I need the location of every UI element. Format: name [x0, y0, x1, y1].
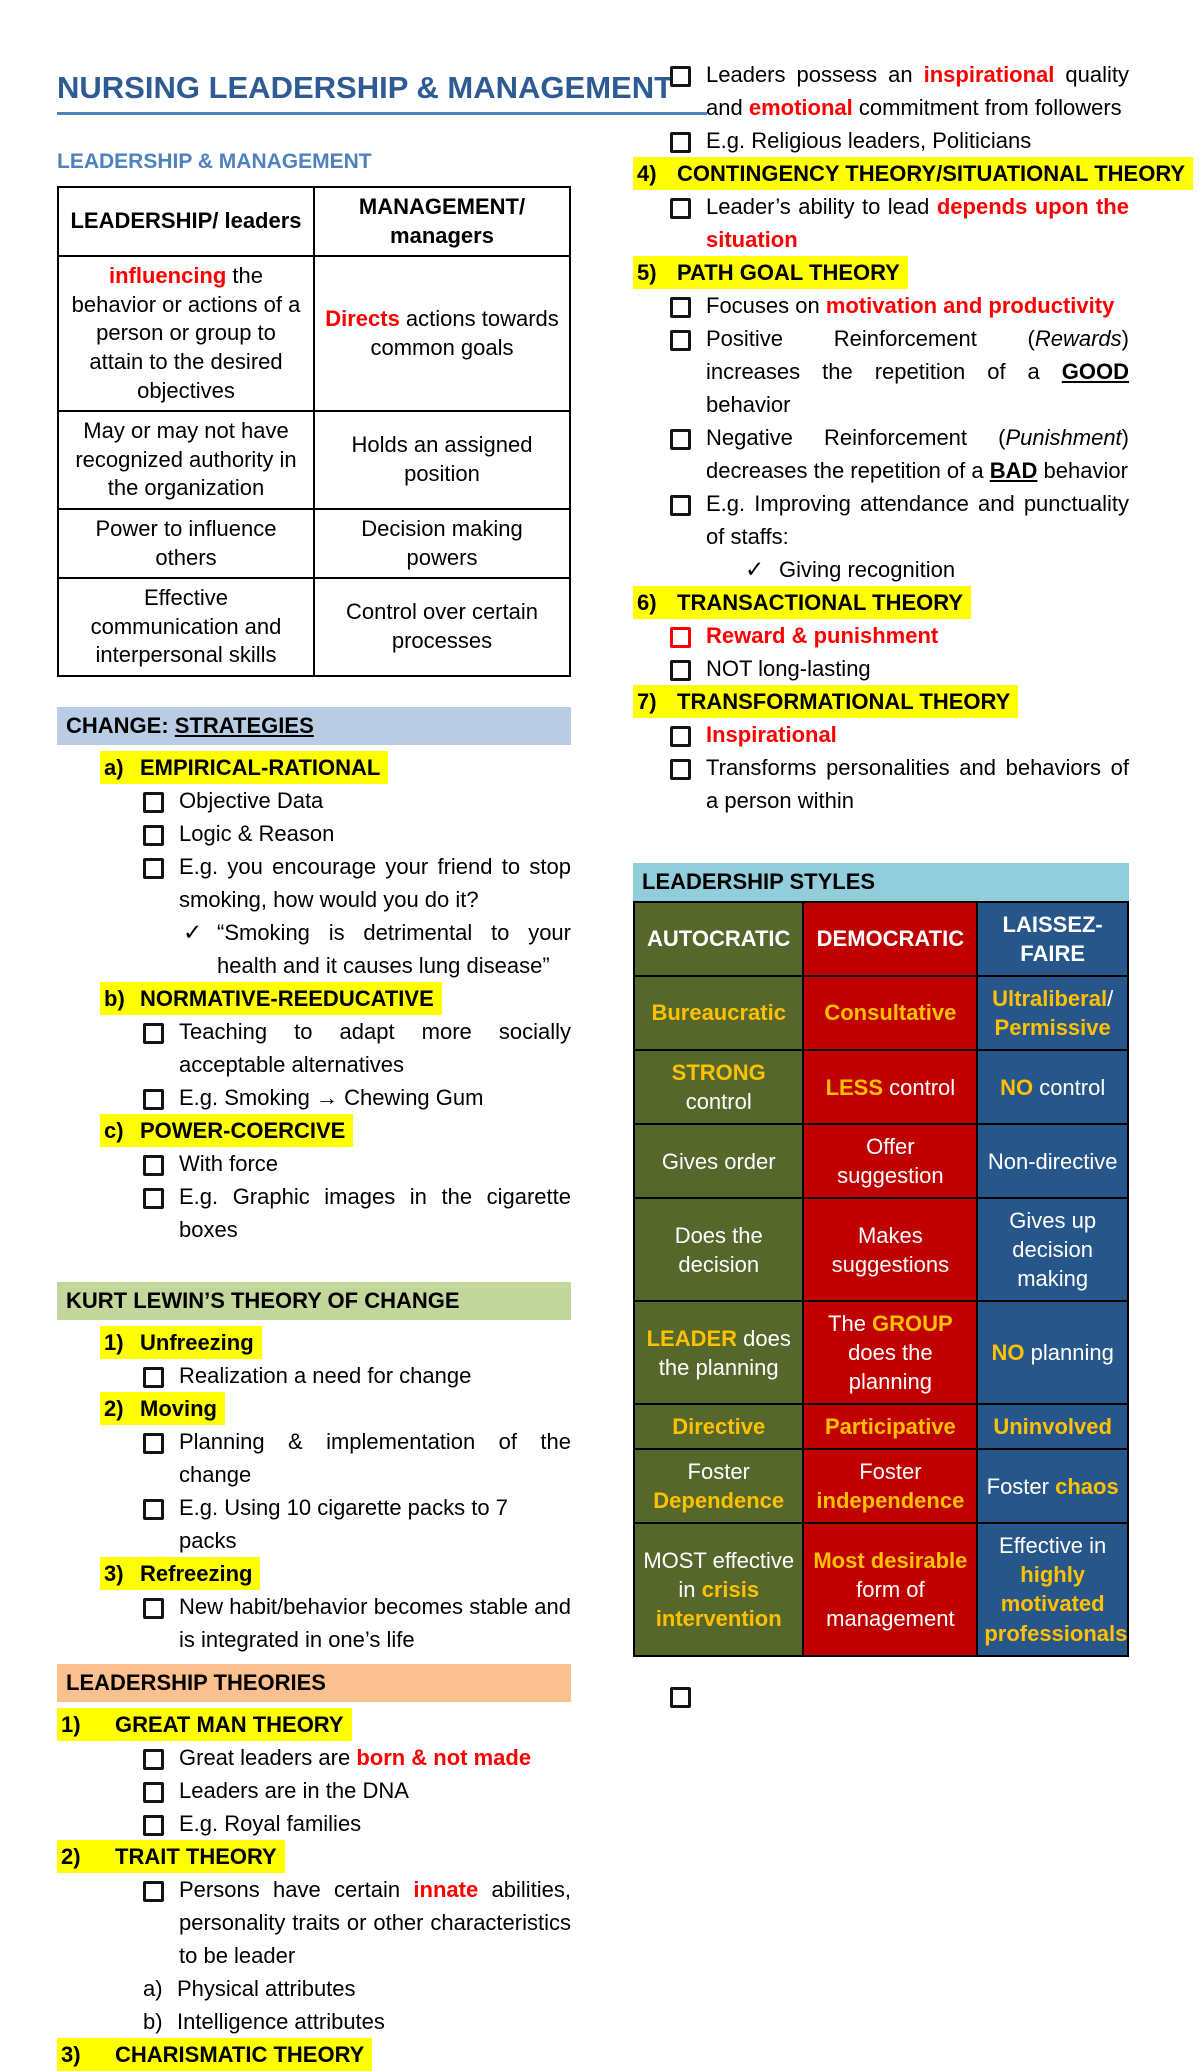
table-cell: Effective communication and interpersonal skills: [58, 578, 314, 676]
checkbox-bullet-icon: [670, 132, 691, 153]
heading-path-goal-theory: [633, 256, 1129, 289]
list-item: E.g. Royal families: [57, 1807, 571, 1840]
right-column: [633, 0, 1186, 1708]
list-letter: a): [104, 754, 124, 780]
highlight: 2) TRAIT THEORY: [57, 1840, 285, 1873]
table-header-leadership: LEADERSHIP/ leaders: [58, 187, 314, 256]
list-number: 2): [61, 1843, 81, 1869]
checkbox-bullet-icon: [143, 1433, 164, 1454]
checkbox-bullet-icon: [143, 1782, 164, 1803]
table-row: [58, 256, 570, 411]
heading-great-man-theory: [57, 1708, 571, 1741]
left-column: [57, 0, 674, 2071]
heading-charismatic-theory: [57, 2038, 571, 2071]
heading-contingency-theory: [633, 157, 1186, 190]
sub-list-letter: b): [143, 2008, 163, 2034]
styles-cell: Bureaucratic: [634, 976, 803, 1050]
styles-cell: Participative: [803, 1404, 977, 1449]
list-item: New habit/behavior becomes stable and is integrated in one’s life: [57, 1590, 571, 1656]
list-item: NOT long-lasting: [633, 652, 1129, 685]
list-number: 1): [61, 1711, 81, 1737]
list-item: E.g. Religious leaders, Politicians: [633, 124, 1129, 157]
banner-kurt-lewin: KURT LEWIN’S THEORY OF CHANGE: [57, 1282, 571, 1320]
checkbox-bullet-icon: [143, 1089, 164, 1110]
list-item: Negative Reinforcement (Punishment) decreases the repetition of a BAD behavior: [633, 421, 1129, 487]
list-number: 2): [104, 1395, 124, 1421]
section-heading-leadership-management: LEADERSHIP & MANAGEMENT: [57, 150, 372, 173]
styles-header-autocratic: AUTOCRATIC: [634, 902, 803, 976]
checkbox-bullet-icon: [670, 495, 691, 516]
heading-moving: [57, 1392, 571, 1425]
table-cell: May or may not have recognized authority in the organization: [58, 411, 314, 509]
highlight: 5) PATH GOAL THEORY: [633, 256, 908, 289]
highlight: b) NORMATIVE-REEDUCATIVE: [100, 982, 442, 1015]
checkmark-icon: ✓: [745, 556, 765, 582]
checkbox-bullet-icon: [670, 198, 691, 219]
table-row: [58, 411, 570, 509]
styles-cell: Foster independence: [803, 1449, 977, 1523]
banner-leadership-theories: LEADERSHIP THEORIES: [57, 1664, 571, 1702]
list-item: With force: [57, 1147, 571, 1180]
list-item: E.g. Graphic images in the cigarette boxes: [57, 1180, 571, 1246]
highlight: 3) Refreezing: [100, 1557, 260, 1590]
styles-cell: LEADER does the planning: [634, 1301, 803, 1404]
checkbox-bullet-icon: [143, 792, 164, 813]
sub-list-item: a) Physical attributes: [57, 1972, 571, 2005]
checkbox-bullet-icon: [143, 1023, 164, 1044]
styles-cell: Effective in highly motivated professionals: [977, 1523, 1128, 1655]
checkbox-bullet-icon: [670, 297, 691, 318]
list-number: 3): [61, 2041, 81, 2067]
checkbox-bullet-icon: [143, 825, 164, 846]
list-item: Transforms personalities and behaviors of a person within: [633, 751, 1129, 817]
list-number: 3): [104, 1560, 124, 1586]
table-cell: influencing the behavior or actions of a person or group to attain to the desired objectives: [58, 256, 314, 411]
list-item: E.g. you encourage your friend to stop smoking, how would you do it?: [57, 850, 571, 916]
highlight: 4) CONTINGENCY THEORY/SITUATIONAL THEORY: [633, 157, 1193, 190]
leadership-styles-table: [633, 901, 1129, 1657]
banner-change-strategies: CHANGE: STRATEGIES: [57, 707, 571, 745]
highlight: 2) Moving: [100, 1392, 225, 1425]
list-letter: c): [104, 1117, 124, 1143]
list-number: 4): [637, 161, 657, 186]
list-number: 5): [637, 260, 657, 285]
styles-cell: Offer suggestion: [803, 1124, 977, 1198]
list-item: Leader’s ability to lead depends upon the situation: [633, 190, 1129, 256]
heading-transactional-theory: [633, 586, 1129, 619]
list-item: Objective Data: [57, 784, 571, 817]
highlight: 7) TRANSFORMATIONAL THEORY: [633, 685, 1018, 718]
list-item: Great leaders are born & not made: [57, 1741, 571, 1774]
highlight: a) EMPIRICAL-RATIONAL: [100, 751, 388, 784]
table-cell: Directs actions towards common goals: [314, 256, 570, 411]
styles-row: [634, 1198, 1128, 1301]
list-item: Persons have certain innate abilities, personality traits or other characteristics to be leader: [57, 1873, 571, 1972]
empty-checkbox-item: [633, 1679, 1129, 1708]
styles-row: [634, 1404, 1128, 1449]
styles-cell: Most desirable form of management: [803, 1523, 977, 1655]
heading-transformational-theory: [633, 685, 1129, 718]
checkbox-bullet-icon: [143, 1881, 164, 1902]
styles-row: [634, 1050, 1128, 1124]
styles-header-democratic: DEMOCRATIC: [803, 902, 977, 976]
checkbox-bullet-icon: [143, 1598, 164, 1619]
checkbox-bullet-icon: [143, 1188, 164, 1209]
table-header-management: MANAGEMENT/ managers: [314, 187, 570, 256]
list-number: 6): [637, 590, 657, 615]
styles-cell: Foster chaos: [977, 1449, 1128, 1523]
styles-cell: Does the decision: [634, 1198, 803, 1301]
table-cell: Decision making powers: [314, 509, 570, 578]
list-item: Positive Reinforcement (Rewards) increases the repetition of a GOOD behavior: [633, 322, 1129, 421]
list-item: Realization a need for change: [57, 1359, 571, 1392]
checkbox-bullet-icon: [143, 858, 164, 879]
heading-trait-theory: [57, 1840, 571, 1873]
checkbox-bullet-icon: [670, 759, 691, 780]
checkbox-bullet-icon: [670, 330, 691, 351]
highlight: 3) CHARISMATIC THEORY: [57, 2038, 372, 2071]
list-item: Logic & Reason: [57, 817, 571, 850]
checkbox-bullet-icon: [670, 660, 691, 681]
checkbox-bullet-icon: [670, 429, 691, 450]
checkbox-bullet-icon: [143, 1155, 164, 1176]
styles-row: [634, 1301, 1128, 1404]
list-item: Leaders are in the DNA: [57, 1774, 571, 1807]
styles-cell: Gives order: [634, 1124, 803, 1198]
checkbox-bullet-icon: [143, 1367, 164, 1388]
styles-cell: Makes suggestions: [803, 1198, 977, 1301]
styles-row: [634, 1449, 1128, 1523]
leadership-vs-management-table: [57, 186, 571, 677]
table-cell: Holds an assigned position: [314, 411, 570, 509]
highlight: 6) TRANSACTIONAL THEORY: [633, 586, 971, 619]
styles-cell: Non-directive: [977, 1124, 1128, 1198]
list-item: E.g. Smoking → Chewing Gum: [57, 1081, 571, 1114]
styles-cell: Uninvolved: [977, 1404, 1128, 1449]
checkbox-bullet-icon: [143, 1815, 164, 1836]
highlight: c) POWER-COERCIVE: [100, 1114, 353, 1147]
heading-refreezing: [57, 1557, 571, 1590]
highlight: 1) Unfreezing: [100, 1326, 262, 1359]
styles-cell: NO control: [977, 1050, 1128, 1124]
list-item-check: ✓ “Smoking is detrimental to your health and it causes lung disease”: [57, 916, 571, 982]
list-item-check: ✓ Giving recognition: [633, 553, 1129, 586]
list-number: 7): [637, 689, 657, 714]
styles-cell: The GROUP does the planning: [803, 1301, 977, 1404]
sub-list-letter: a): [143, 1975, 163, 2001]
heading-empirical-rational: [57, 751, 571, 784]
styles-header-row: [634, 902, 1128, 976]
checkmark-icon: ✓: [183, 918, 203, 945]
list-item: E.g. Using 10 cigarette packs to 7 packs: [57, 1491, 571, 1557]
styles-cell: NO planning: [977, 1301, 1128, 1404]
list-letter: b): [104, 985, 125, 1011]
checkbox-bullet-icon: [670, 1687, 691, 1708]
highlight: 1) GREAT MAN THEORY: [57, 1708, 352, 1741]
styles-cell: STRONG control: [634, 1050, 803, 1124]
styles-cell: Foster Dependence: [634, 1449, 803, 1523]
list-item: Leaders possess an inspirational quality and emotional commitment from followers: [633, 58, 1129, 124]
list-item: E.g. Improving attendance and punctuality of staffs:: [633, 487, 1129, 553]
styles-header-laissez-faire: LAISSEZ- FAIRE: [977, 902, 1128, 976]
table-row: [58, 578, 570, 676]
banner-leadership-styles: LEADERSHIP STYLES: [633, 863, 1129, 901]
table-row: [58, 509, 570, 578]
heading-unfreezing: [57, 1326, 571, 1359]
table-cell: Power to influence others: [58, 509, 314, 578]
list-item: Inspirational: [633, 718, 1129, 751]
list-item: Focuses on motivation and productivity: [633, 289, 1129, 322]
styles-cell: Directive: [634, 1404, 803, 1449]
checkbox-bullet-icon: [670, 66, 691, 87]
checkbox-bullet-icon: [143, 1499, 164, 1520]
list-item: Reward & punishment: [633, 619, 1129, 652]
checkbox-bullet-red-icon: [670, 627, 691, 648]
styles-cell: LESS control: [803, 1050, 977, 1124]
table-header-row: [58, 187, 570, 256]
heading-power-coercive: [57, 1114, 571, 1147]
styles-row: [634, 976, 1128, 1050]
heading-normative-reeducative: [57, 982, 571, 1015]
styles-row: [634, 1124, 1128, 1198]
styles-row: [634, 1523, 1128, 1655]
styles-cell: MOST effective in crisis intervention: [634, 1523, 803, 1655]
styles-cell: Consultative: [803, 976, 977, 1050]
sub-list-item: b) Intelligence attributes: [57, 2005, 571, 2038]
checkbox-bullet-icon: [143, 1749, 164, 1770]
list-item: Planning & implementation of the change: [57, 1425, 571, 1491]
list-number: 1): [104, 1329, 124, 1355]
page-title: NURSING LEADERSHIP & MANAGEMENT: [57, 70, 674, 105]
list-item: Teaching to adapt more socially acceptable alternatives: [57, 1015, 571, 1081]
table-cell: Control over certain processes: [314, 578, 570, 676]
styles-cell: Ultraliberal/ Permissive: [977, 976, 1128, 1050]
checkbox-bullet-icon: [670, 726, 691, 747]
styles-cell: Gives up decision making: [977, 1198, 1128, 1301]
